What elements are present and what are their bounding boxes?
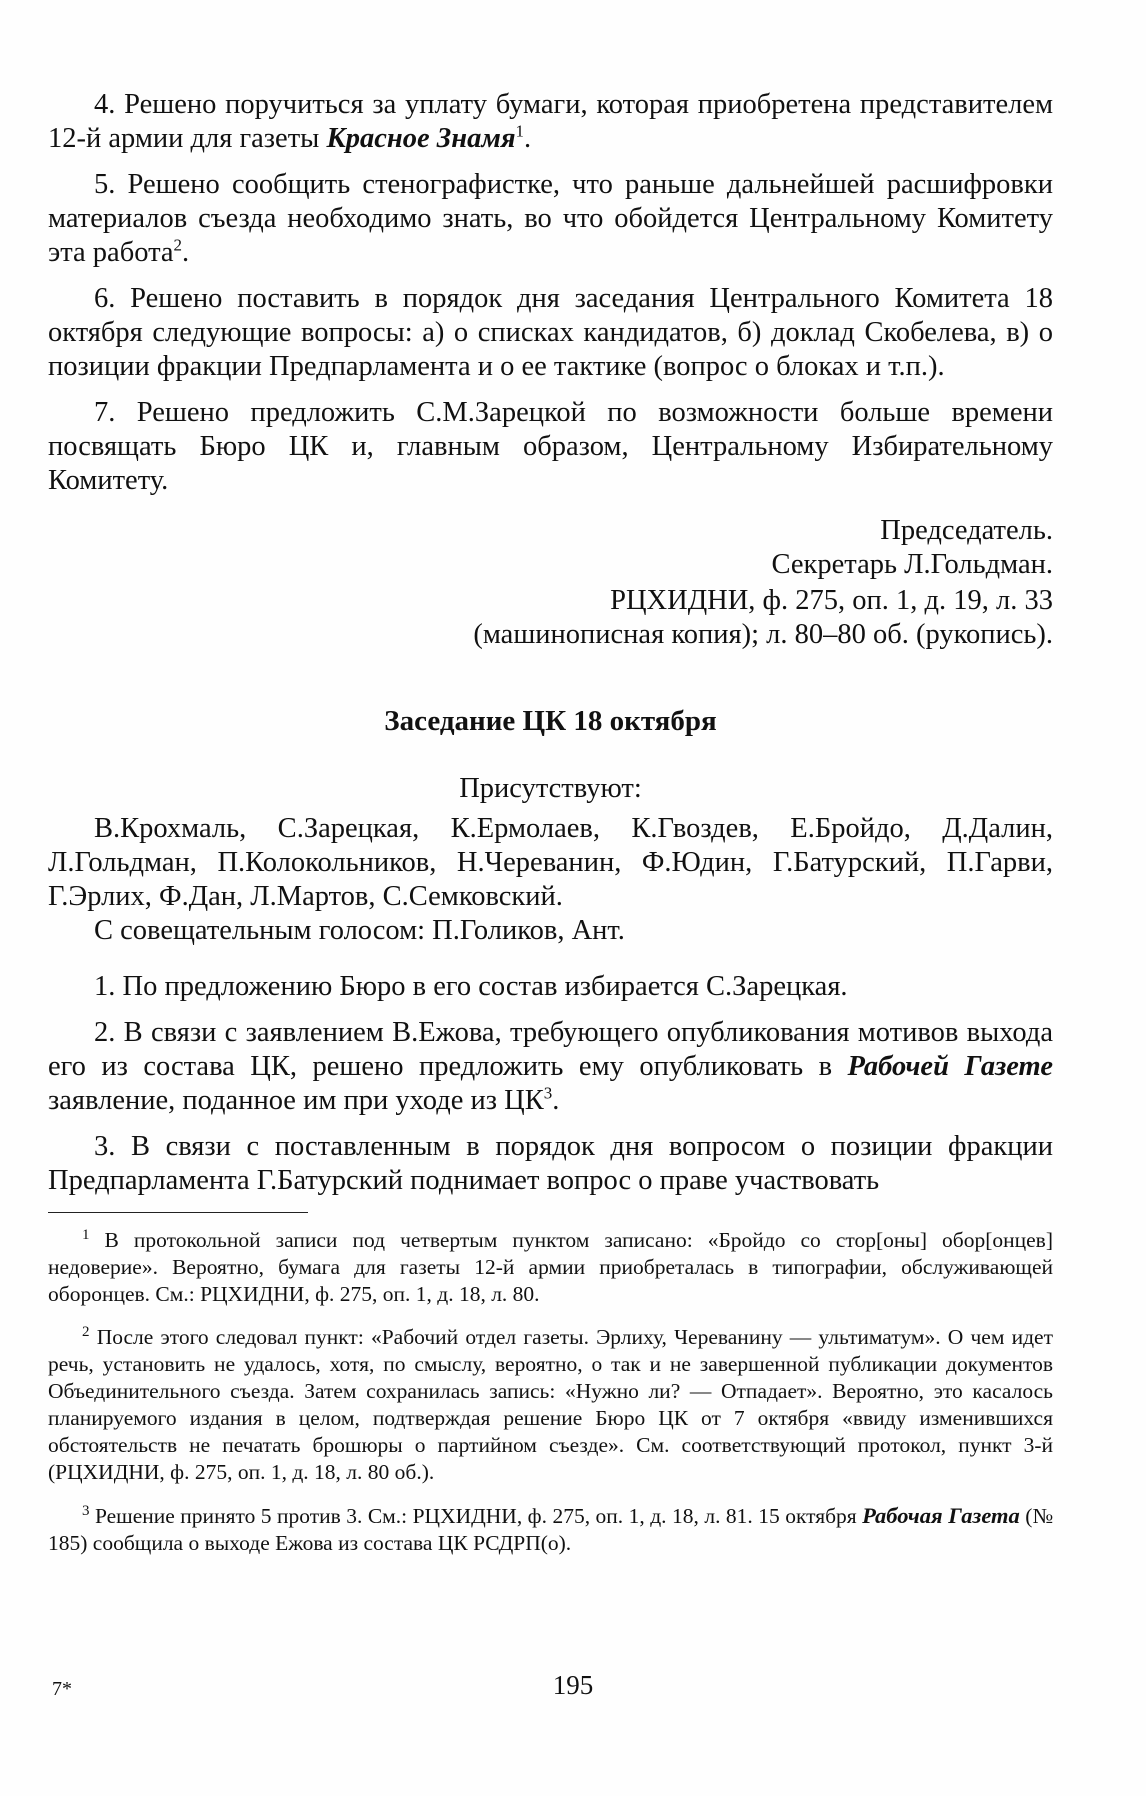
footnote-number: 2	[82, 1323, 90, 1340]
present-label: Присутствуют:	[459, 773, 642, 804]
meeting-item-1: 1. По предложению Бюро в его состав избирается С.Зарецкая.	[94, 971, 848, 1002]
footnote-divider	[48, 1212, 308, 1213]
footnote-number: 1	[82, 1226, 90, 1243]
newspaper-title: Рабочей Газете	[847, 1051, 1054, 1082]
footnote-ref-1[interactable]: 1	[515, 121, 525, 141]
item-7-zaretskaya: 7. Решено предложить С.М.Зарецкой по возможности больше времени посвящать Бюро ЦК и, главным образом, Центральному Избирательному Комитету.	[48, 397, 1053, 496]
archive-reference-1: РЦХИДНИ, ф. 275, оп. 1, д. 19, л. 33	[610, 585, 1053, 616]
page-number: 195	[552, 1670, 594, 1700]
footnote-2: $^2$ После этого следовал пункт: «Рабочий отдел газеты. Эрлиху, Череванину — ультиматум». О чем идет речь, установить не удалось, хотя, по смыслу, вероятно, о так и не завершенной публикации документов Объединительного съезда. Затем сохранилась запись: «Нужно ли? — Отпадает». Вероятно, это касалось планируемого издания в целом, подтверждая решение Бюро ЦК от 7 октября «ввиду изменившихся обстоятельств не печатать брошюры о партийном съезде». См. соответствующий протокол, пункт 3-й (РЦХИДНИ, ф. 275, оп. 1, д. 18, л. 80 об.).	[48, 1323, 1053, 1484]
archive-reference-2: (машинописная копия); л. 80–80 об. (рукопись).	[473, 619, 1053, 650]
present-names: В.Крохмаль, С.Зарецкая, К.Ермолаев, К.Гвоздев, Е.Бройдо, Д.Далин, Л.Гольдман, П.Колокольников, Н.Череванин, Ф.Юдин, Г.Батурский, П.Гарви, Г.Эрлих, Ф.Дан, Л.Мартов, С.Семковский.	[48, 813, 1053, 912]
meeting-item-3: 3. В связи с поставленным в порядок дня вопросом о позиции фракции Предпарламента Г.Батурский поднимает вопрос о праве участвовать	[48, 1131, 1053, 1196]
footnote-number: 3	[82, 1502, 90, 1519]
footnote-3: $^3$ Решение принято 5 против 3. См.: РЦХИДНИ, ф. 275, оп. 1, д. 18, л. 81. 15 октября Рабочая Газета (№ 185) сообщила о выходе Ежова из состава ЦК РСДРП(о).	[48, 1502, 1054, 1555]
meeting-heading: Заседание ЦК 18 октября	[384, 705, 717, 737]
meeting-item-2: 2. В связи с заявлением В.Ежова, требующего опубликования мотивов выхода его из состава ЦК, решено предложить ему опубликовать в Рабочей Газете заявление, поданное им при уходе из $ЦК^3$.	[48, 1017, 1054, 1116]
text-column	[48, 88, 1053, 1573]
signature-mark: 7*	[52, 1678, 72, 1700]
item-6-agenda: 6. Решено поставить в порядок дня заседания Центрального Комитета 18 октября следующие вопросы: а) о списках кандидатов, б) доклад Скобелева, в) о позиции фракции Предпарламента и о ее тактике (вопрос о блоках и т.п.).	[48, 283, 1053, 382]
consultative-vote: С совещательным голосом: П.Голиков, Ант.	[94, 915, 625, 946]
item-5-stenographer: 5. Решено сообщить стенографистке, что раньше дальнейшей расшифровки материалов съезда необходимо знать, во что обойдется Центральному Комитету эта работа$^2$.	[48, 169, 1053, 268]
footnote-ref-3[interactable]: 3	[543, 1083, 553, 1103]
secretary-line: Секретарь Л.Гольдман.	[771, 549, 1053, 580]
newspaper-title: Красное Знамя	[326, 123, 516, 154]
newspaper-title: Рабочая Газета	[862, 1503, 1020, 1528]
chairman-line: Председатель.	[880, 515, 1053, 546]
footnote-1: $^1$ В протокольной записи под четвертым пунктом записано: «Бройдо со стор[оны] обор[онцев] недоверие». Вероятно, бумага для газеты 12-й армии приобреталась в типографии, обслуживающей оборонцев. См.: РЦХИДНИ, ф. 275, оп. 1, д. 18, л. 80.	[48, 1226, 1053, 1306]
footnote-ref-2[interactable]: 2	[173, 235, 183, 255]
item-4-paper: 4. Решено поручиться за уплату бумаги, которая приобретена представителем 12-й армии для газеты Красное Знамя$^1$.	[48, 89, 1053, 154]
signature-block	[48, 514, 1053, 652]
